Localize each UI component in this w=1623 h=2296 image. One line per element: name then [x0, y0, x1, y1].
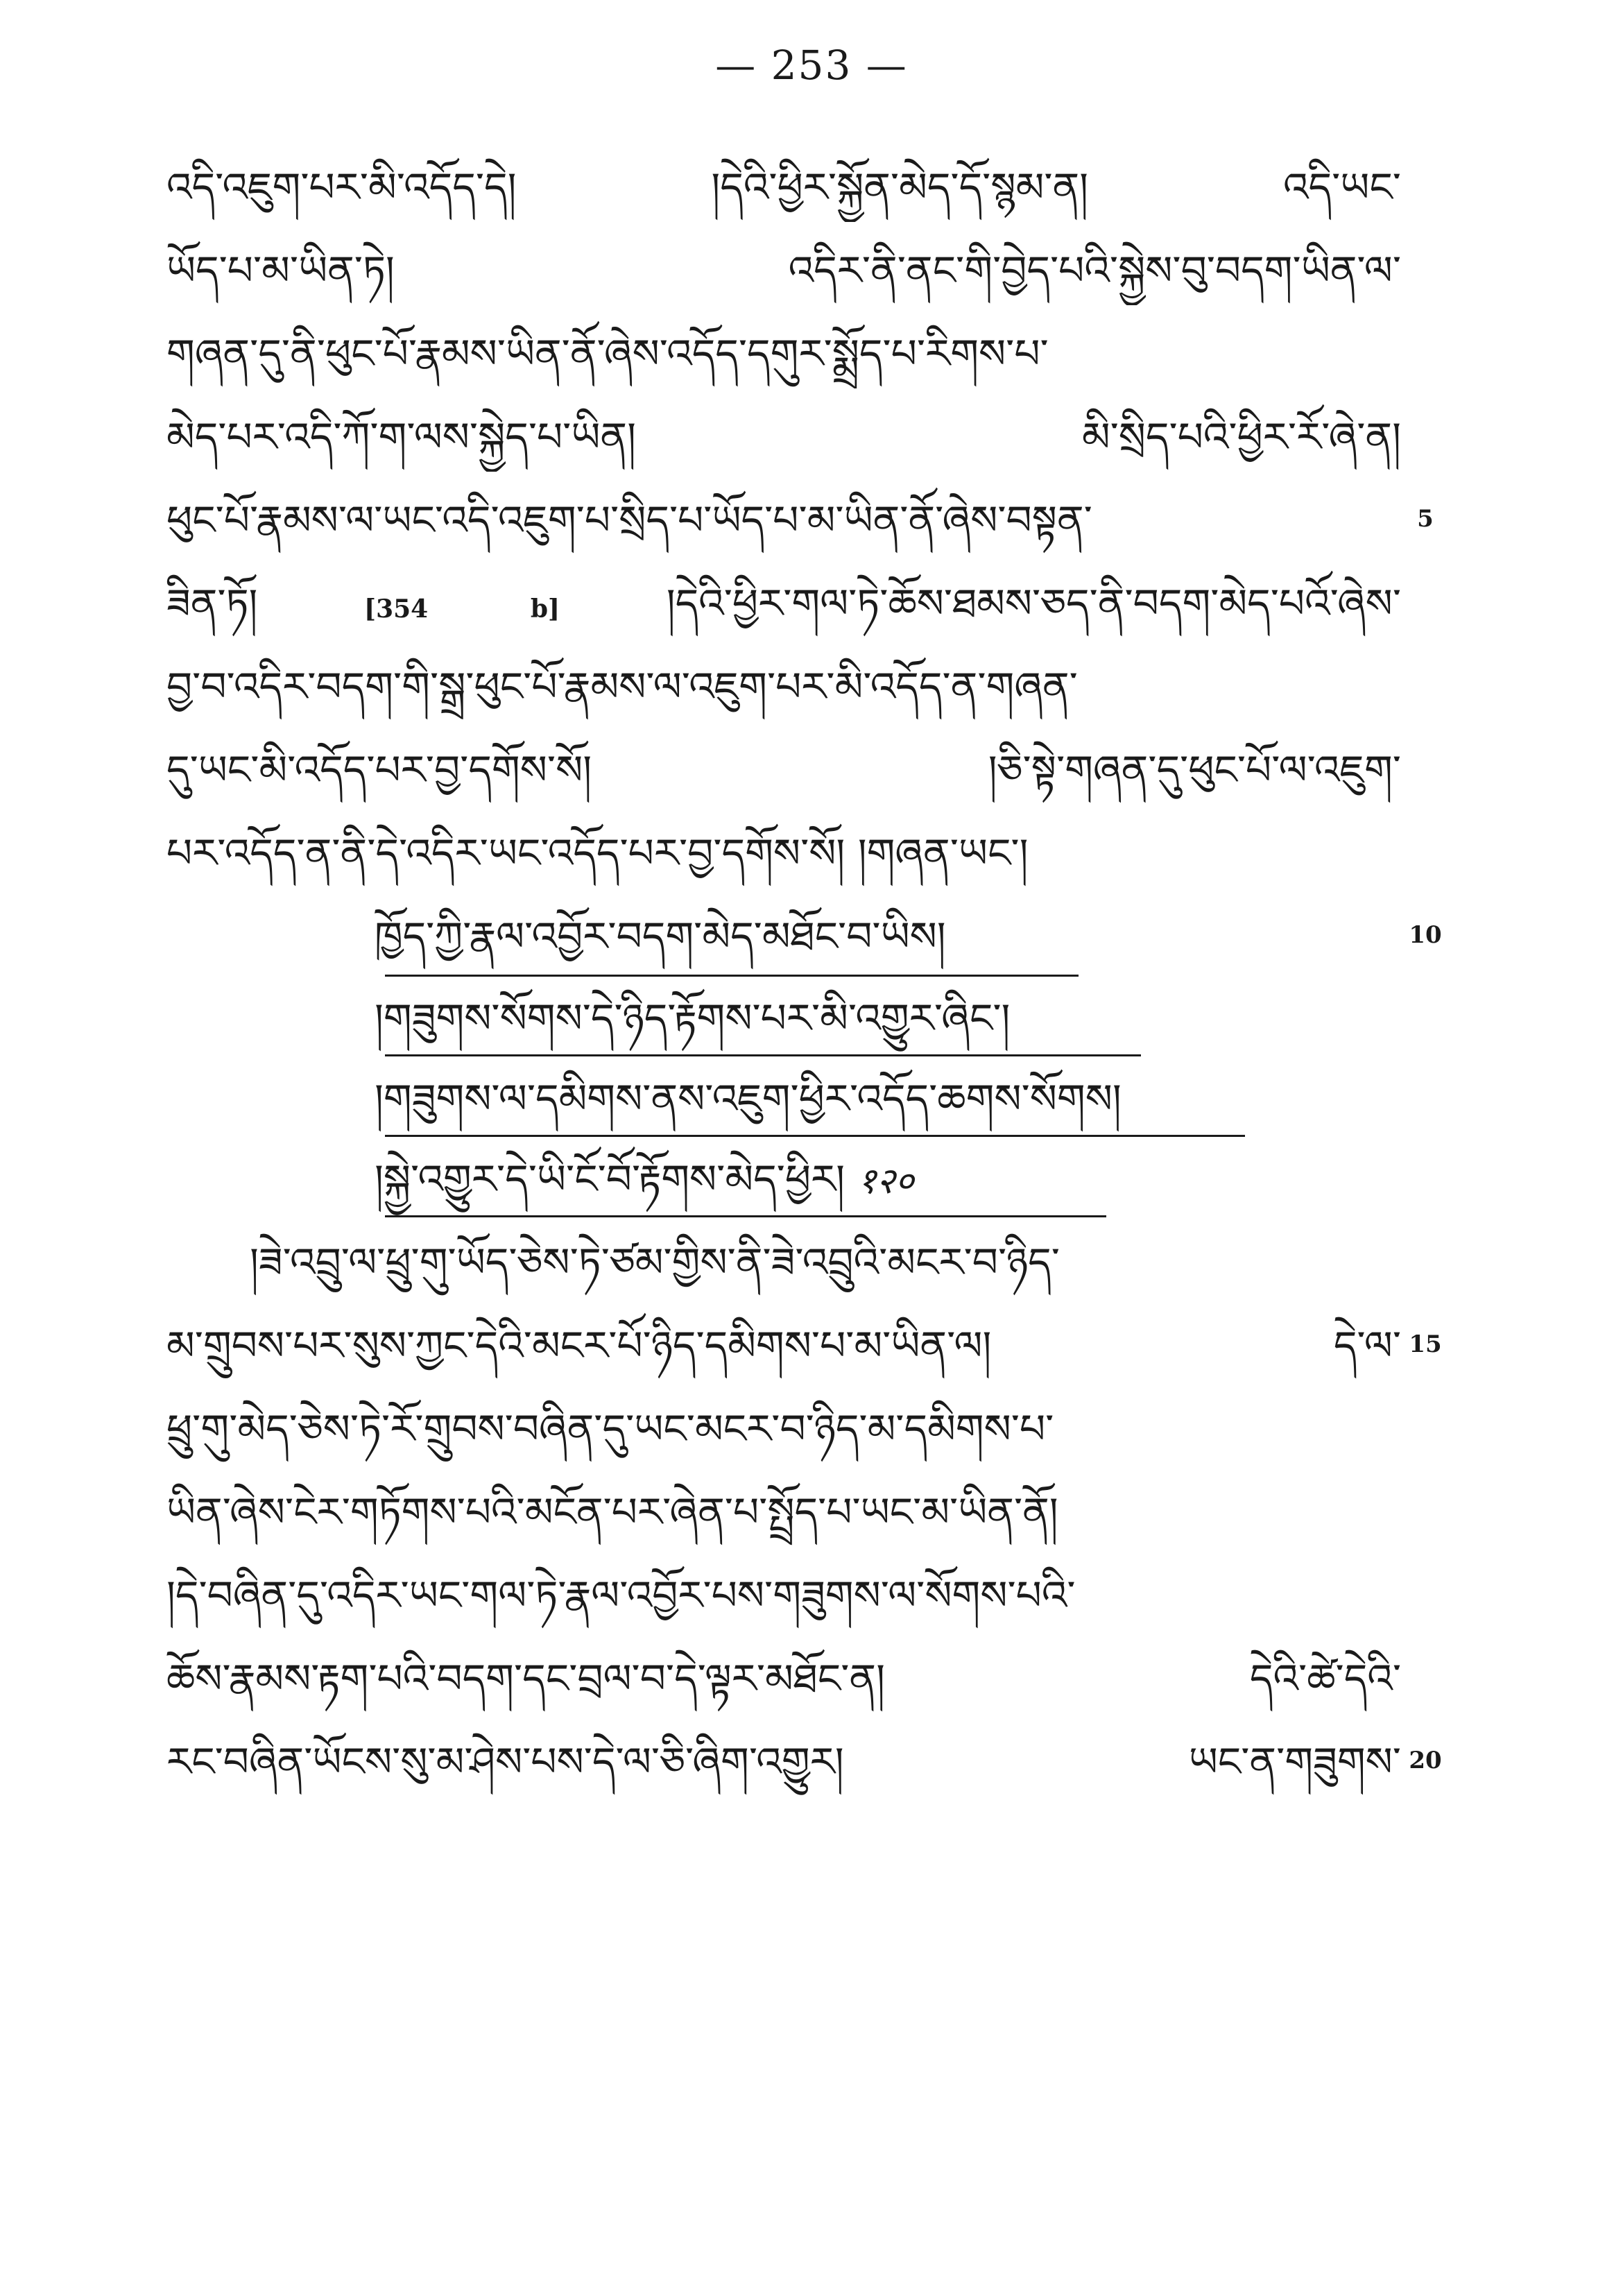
verse-underline: [385, 1054, 1141, 1056]
line-segment: ཟིན་ཏོ།: [166, 580, 258, 627]
verse-text: །སྐྱེ་འགྱུར་དེ་ཡི་ངོ་བོ་རྟོགས་མེད་ཕྱིར།: [375, 1156, 845, 1203]
text-line: ཡོད་པ་མ་ཡིན་ཏེ། འདིར་ནི་ནང་གི་བྱེད་པའི་སྐྱེས་བུ་བདག་ཡིན་ལ་: [166, 247, 1401, 294]
line-number: 20: [1409, 1747, 1442, 1774]
page-number: — 253 —: [715, 42, 908, 89]
handwritten-verse-number: १२०: [857, 1160, 914, 1202]
line-number: 10: [1409, 921, 1442, 949]
text-line: །དེ་བཞིན་དུ་འདིར་ཡང་གལ་ཏེ་རྣལ་འབྱོར་པས་གཟུགས་ལ་སོགས་པའི་: [166, 1572, 1076, 1619]
text-line: རང་བཞིན་ཡོངས་སུ་མ་ཤེས་པས་དེ་ལ་ཅི་ཞིག་འགྱུར། ཡང་ན་གཟུགས་: [166, 1738, 1401, 1785]
verse-underline: [385, 1135, 1245, 1137]
text-line: ཕྲུ་གུ་མེད་ཅེས་ཏེ་རོ་གྲུབས་བཞིན་དུ་ཡང་མངར་བ་ཉིད་མ་དམིགས་པ་: [166, 1405, 1054, 1453]
text-line: འདི་འཇུག་པར་མི་འདོད་དེ། །དེའི་ཕྱིར་སྐྱོན་མེད་དོ་སྙམ་ན། འདི་ཡང་: [166, 164, 1401, 211]
verse-line: །གཟུགས་ལ་དམིགས་ནས་འཇུག་ཕྱིར་འདོད་ཆགས་སོགས།: [375, 1075, 1122, 1122]
verse-underline: [385, 975, 1079, 977]
folio-marker: [354 b]: [364, 594, 560, 624]
text-line: བྱ་བ་འདིར་བདག་གི་སྒྲ་ཕུང་པོ་རྣམས་ལ་འཇུག་པར་མི་འདོད་ན་གཞན་: [166, 663, 1078, 710]
text-line-with-folio: [166, 569, 1401, 638]
text-line: །ཟེ་འབྲུ་ལ་ཕྲུ་གུ་ཡོད་ཅེས་ཏེ་ཙམ་གྱིས་ནི་ཟེ་འབྲུའི་མངར་བ་ཉིད་: [250, 1239, 1060, 1286]
text-line: གཞན་དུ་ནི་ཕུང་པོ་རྣམས་ཡིན་ནོ་ཞེས་འདོད་དགུར་སྨྲོད་པ་རིགས་པ་: [166, 330, 1049, 377]
verse-line: [375, 1145, 914, 1214]
text-line: པར་འདོད་ན་ནི་དེ་འདིར་ཡང་འདོད་པར་བྱ་དགོས་སོ། །གཞན་ཡང་།: [166, 830, 1029, 877]
text-line: ཆོས་རྣམས་རྟག་པའི་བདག་དང་བྲལ་བ་དེ་ལྟར་མཐོང་ན། དེའི་ཚེ་དེའི་: [166, 1655, 1401, 1702]
line-number: 5: [1417, 505, 1434, 533]
text-line: དུ་ཡང་མི་འདོད་པར་བྱ་དགོས་སོ། །ཅི་སྟེ་གཞན་དུ་ཕུང་པོ་ལ་འཇུག་: [166, 746, 1401, 794]
text-line: ཕུང་པོ་རྣམས་ལ་ཡང་འདི་འཇུག་པ་སྲིད་པ་ཡོད་པ་མ་ཡིན་ནོ་ཞེས་བསྟན་: [166, 497, 1092, 544]
text-line: མ་གྲུབས་པར་སུས་ཀྱང་དེའི་མངར་པོ་ཉིད་དམིགས་པ་མ་ཡིན་ལ། དེ་ལ་: [166, 1322, 1401, 1369]
verse-underline: [385, 1215, 1106, 1217]
text-line: ཡིན་ཞེས་ངེར་གཏོགས་པའི་མངོན་པར་ཞེན་པ་སྤྲོད་པ་ཡང་མ་ཡིན་ནོ།: [166, 1489, 1058, 1536]
verse-line: །གཟུགས་སོགས་དེ་ཉིད་རྟོགས་པར་མི་འགྱུར་ཞིང་།: [375, 995, 1011, 1042]
text-line: མེད་པར་འདི་ཀོ་ག་ལས་སྐྱེད་པ་ཡིན། མི་སྲིད་པའི་ཕྱིར་རོ་ཞེ་ན།: [166, 413, 1401, 461]
line-segment: །དེའི་ཕྱིར་གལ་ཏེ་ཆོས་ཐམས་ཅད་ནི་བདག་མེད་པའོ་ཞེས་: [666, 580, 1401, 627]
line-number: 15: [1409, 1330, 1442, 1358]
verse-line: ཁྱོད་ཀྱི་རྣལ་འབྱོར་བདག་མེད་མཐོང་བ་ཡིས།: [375, 913, 946, 960]
